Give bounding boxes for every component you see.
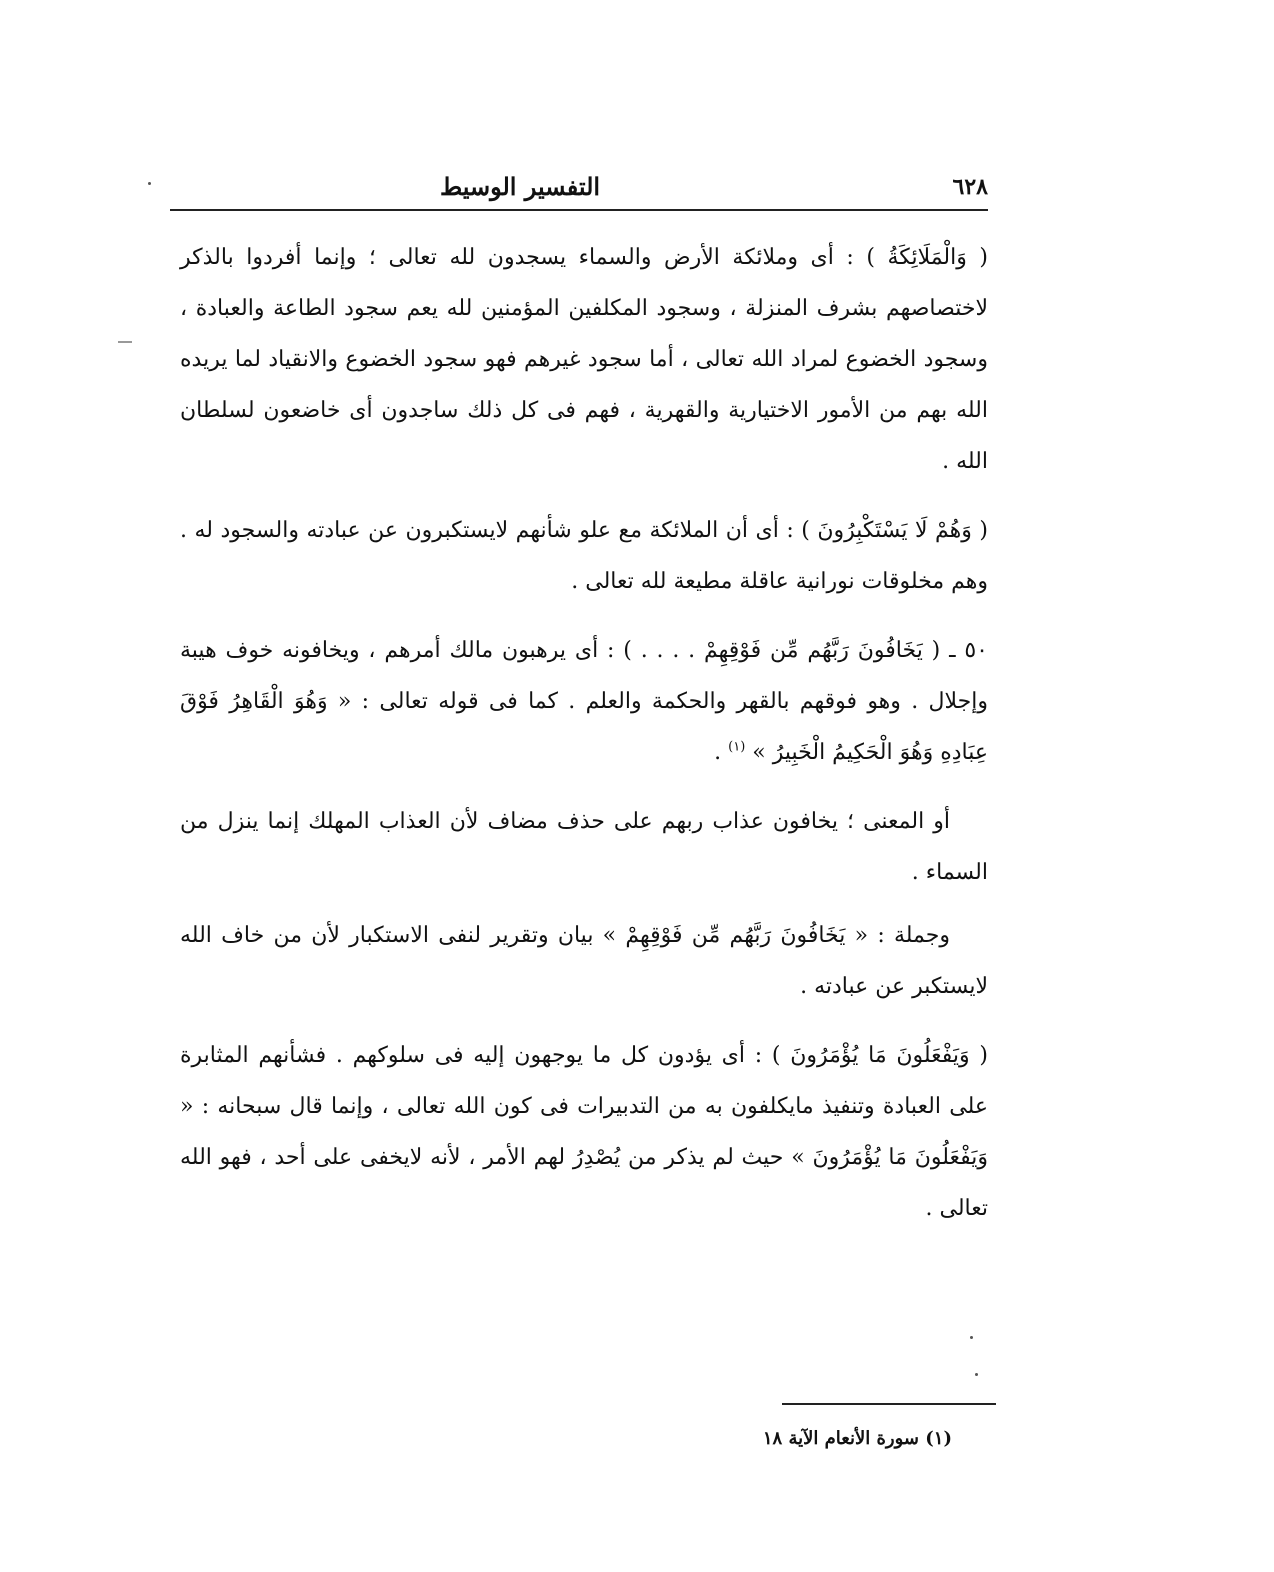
verse-50-text: ٥٠ ـ ( يَخَافُونَ رَبَّهُم مِّن فَوْقِهِمْ . . . . ) : أى يرهبون مالك أمرهم ، ويخافونه خوف هيبة وإجلال . وهو فوقهم بالقهر والحكمة والعلم . كما فى قوله تعالى : « وَهُوَ الْقَاهِرُ فَوْقَ عِبَادِهِ وَهُوَ الْحَكِيمُ الْخَبِيرُ » (180, 638, 988, 765)
footnote-rule (782, 1403, 996, 1405)
scan-speck (148, 182, 151, 185)
paragraph-not-arrogant: ( وَهُمْ لَا يَسْتَكْبِرُونَ ) : أى أن الملائكة مع علو شأنهم لايستكبرون عن عبادته والسجود له . وهم مخلوقات نورانية عاقلة مطيعة لله تعالى . (180, 518, 988, 594)
scan-speck (970, 1336, 973, 1339)
paragraph-alternative-meaning: أو المعنى ؛ يخافون عذاب ربهم على حذف مضاف لأن العذاب المهلك إنما ينزل من السماء . (180, 809, 988, 885)
running-title: التفسير الوسيط (439, 172, 601, 201)
footnote-reference: (١) (728, 739, 746, 755)
scan-speck (975, 1373, 978, 1376)
paragraph-verse-50 (180, 625, 988, 778)
paragraph-obey-commands: ( وَيَفْعَلُونَ مَا يُؤْمَرُونَ ) : أى يؤدون كل ما يوجهون إليه فى سلوكهم . فشأنهم المثابرة على العبادة وتنفيذ مايكلفون به من التدبيرات فى كون الله تعالى ، وإنما قال سبحانه : « وَيَفْعَلُونَ مَا يُؤْمَرُونَ » حيث لم يذكر من يُصْدِرُ لهم الأمر ، لأنه لايخفى على أحد ، فهو الله تعالى . (180, 1043, 988, 1221)
paragraph-angels-prostration: ( وَالْمَلَائِكَةُ ) : أى وملائكة الأرض والسماء يسجدون لله تعالى ؛ وإنما أفردوا بالذكر لاختصاصهم بشرف المنزلة ، وسجود المكلفين المؤمنين لله يعم سجود الطاعة والعبادة ، وسجود الخضوع لمراد الله تعالى ، أما سجود غيرهم فهو سجود الخضوع والانقياد لما يريده الله بهم من الأمور الاختيارية والقهرية ، فهم فى كل ذلك ساجدون أى خاضعون لسلطان الله . (180, 245, 988, 474)
body-text (180, 232, 988, 1234)
paragraph-sentence-explanation: وجملة : « يَخَافُونَ رَبَّهُم مِّن فَوْقِهِمْ » بيان وتقرير لنفى الاستكبار لأن من خاف الله لايستكبر عن عبادته . (180, 923, 988, 999)
verse-50-end: . (714, 740, 722, 765)
page-number: ٦٢٨ (952, 174, 988, 200)
scan-speck (118, 341, 132, 343)
header-rule (170, 209, 988, 211)
page-header (170, 168, 988, 208)
footnote: (١) سورة الأنعام الآية ١٨ (762, 1428, 952, 1449)
